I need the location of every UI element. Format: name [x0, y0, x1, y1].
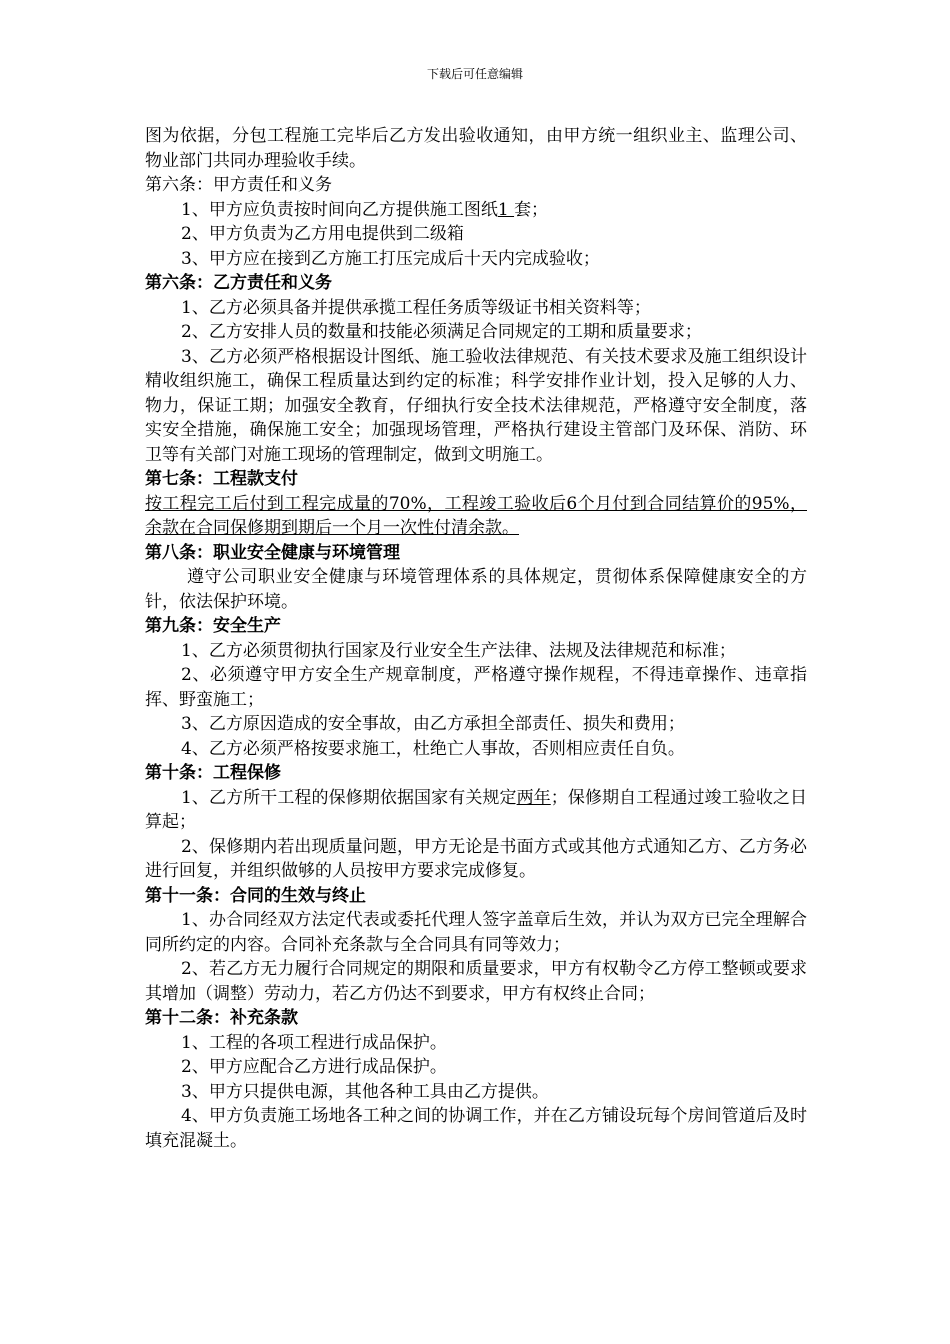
underlined-value: 1 — [497, 199, 515, 220]
paragraph: 3、乙方必须严格根据设计图纸、施工验收法律规范、有关技术要求及施工组织设计精收组织施工，确保工程质量达到约定的标准；科学安排作业计划，投入足够的人力、物力，保证工期；加强安全教育，仔细执行安全技术法律规范，严格遵守安全制度，落实安全措施，确保施工安全；加强现场管理，严格执行建设主管部门及环保、消防、环卫等有关部门对施工现场的管理制定，做到文明施工。 — [145, 346, 807, 465]
underlined-value: 两年 — [516, 787, 551, 808]
paragraph: 1、工程的各项工程进行成品保护。 — [181, 1032, 447, 1053]
section-heading: 第十条：工程保修 — [145, 763, 281, 783]
paragraph: 2、乙方安排人员的数量和技能必须满足合同规定的工期和质量要求； — [181, 322, 702, 342]
paragraph: 3、甲方应在接到乙方施工打压完成后十天内完成验收； — [181, 248, 600, 269]
text-run: 1、乙方所干工程的保修期依据国家有关规定 — [181, 787, 517, 808]
paragraph: 1、乙方必须贯彻执行国家及行业安全生产法律、法规及法律规范和标准； — [181, 640, 736, 661]
paragraph: 4、甲方负责施工场地各工种之间的协调工作，并在乙方铺设玩每个房间管道后及时填充混凝土。 — [145, 1106, 807, 1151]
paragraph: 3、乙方原因造成的安全事故，由乙方承担全部责任、损失和费用； — [181, 714, 685, 734]
page-header: 下载后可任意编辑 — [426, 67, 523, 81]
paragraph: 第六条：甲方责任和义务 — [145, 175, 332, 195]
section-heading: 第八条：职业安全健康与环境管理 — [145, 542, 400, 563]
text-run: 套； — [514, 199, 549, 220]
paragraph: 1、办合同经双方法定代表或委托代理人签字盖章后生效，并认为双方已完全理解合同所约定的内容。合同补充条款与全合同具有同等效力； — [145, 910, 807, 955]
paragraph: 2、保修期内若出现质量问题，甲方无论是书面方式或其他方式通知乙方、乙方务必进行回复，并组织做够的人员按甲方要求完成修复。 — [145, 836, 807, 881]
paragraph: 遵守公司职业安全健康与环境管理体系的具体规定，贯彻体系保障健康安全的方针，依法保护环境。 — [145, 567, 807, 612]
section-heading: 第十二条：补充条款 — [145, 1008, 298, 1028]
section-heading: 第七条：工程款支付 — [145, 469, 298, 489]
paragraph: 4、乙方必须严格按要求施工，杜绝亡人事故，否则相应责任自负。 — [181, 738, 685, 759]
text-run: ；保修期自工程通过竣工验收之日算起； — [145, 787, 807, 832]
paragraph: 2、甲方负责为乙方用电提供到二级箱 — [181, 224, 464, 244]
paragraph — [145, 786, 807, 835]
paragraph: 3、甲方只提供电源，其他各种工具由乙方提供。 — [181, 1081, 549, 1102]
paragraph — [145, 198, 807, 223]
paragraph: 2、若乙方无力履行合同规定的期限和质量要求，甲方有权勒令乙方停工整顿或要求其增加（调整）劳动力，若乙方仍达不到要求，甲方有权终止合同； — [145, 959, 807, 1004]
document-body — [145, 124, 807, 1153]
paragraph: 1、乙方必须具备并提供承揽工程任务质等级证书相关资料等； — [181, 297, 651, 318]
section-heading: 第十一条：合同的生效与终止 — [145, 885, 366, 906]
paragraph: 按工程完工后付到工程完成量的70%，工程竣工验收后6个月付到合同结算价的95%，余款在合同保修期到期后一个月一次性付清余款。 — [145, 493, 807, 538]
paragraph: 2、必须遵守甲方安全生产规章制度，严格遵守操作规程，不得违章操作、违章指挥、野蛮施工； — [145, 665, 807, 710]
text-run: 1、甲方应负责按时间向乙方提供施工图纸 — [181, 199, 498, 220]
paragraph: 2、甲方应配合乙方进行成品保护。 — [181, 1057, 447, 1077]
section-heading: 第六条：乙方责任和义务 — [145, 273, 332, 293]
section-heading: 第九条：安全生产 — [145, 616, 281, 636]
paragraph: 图为依据，分包工程施工完毕后乙方发出验收通知，由甲方统一组织业主、监理公司、物业部门共同办理验收手续。 — [145, 126, 807, 171]
